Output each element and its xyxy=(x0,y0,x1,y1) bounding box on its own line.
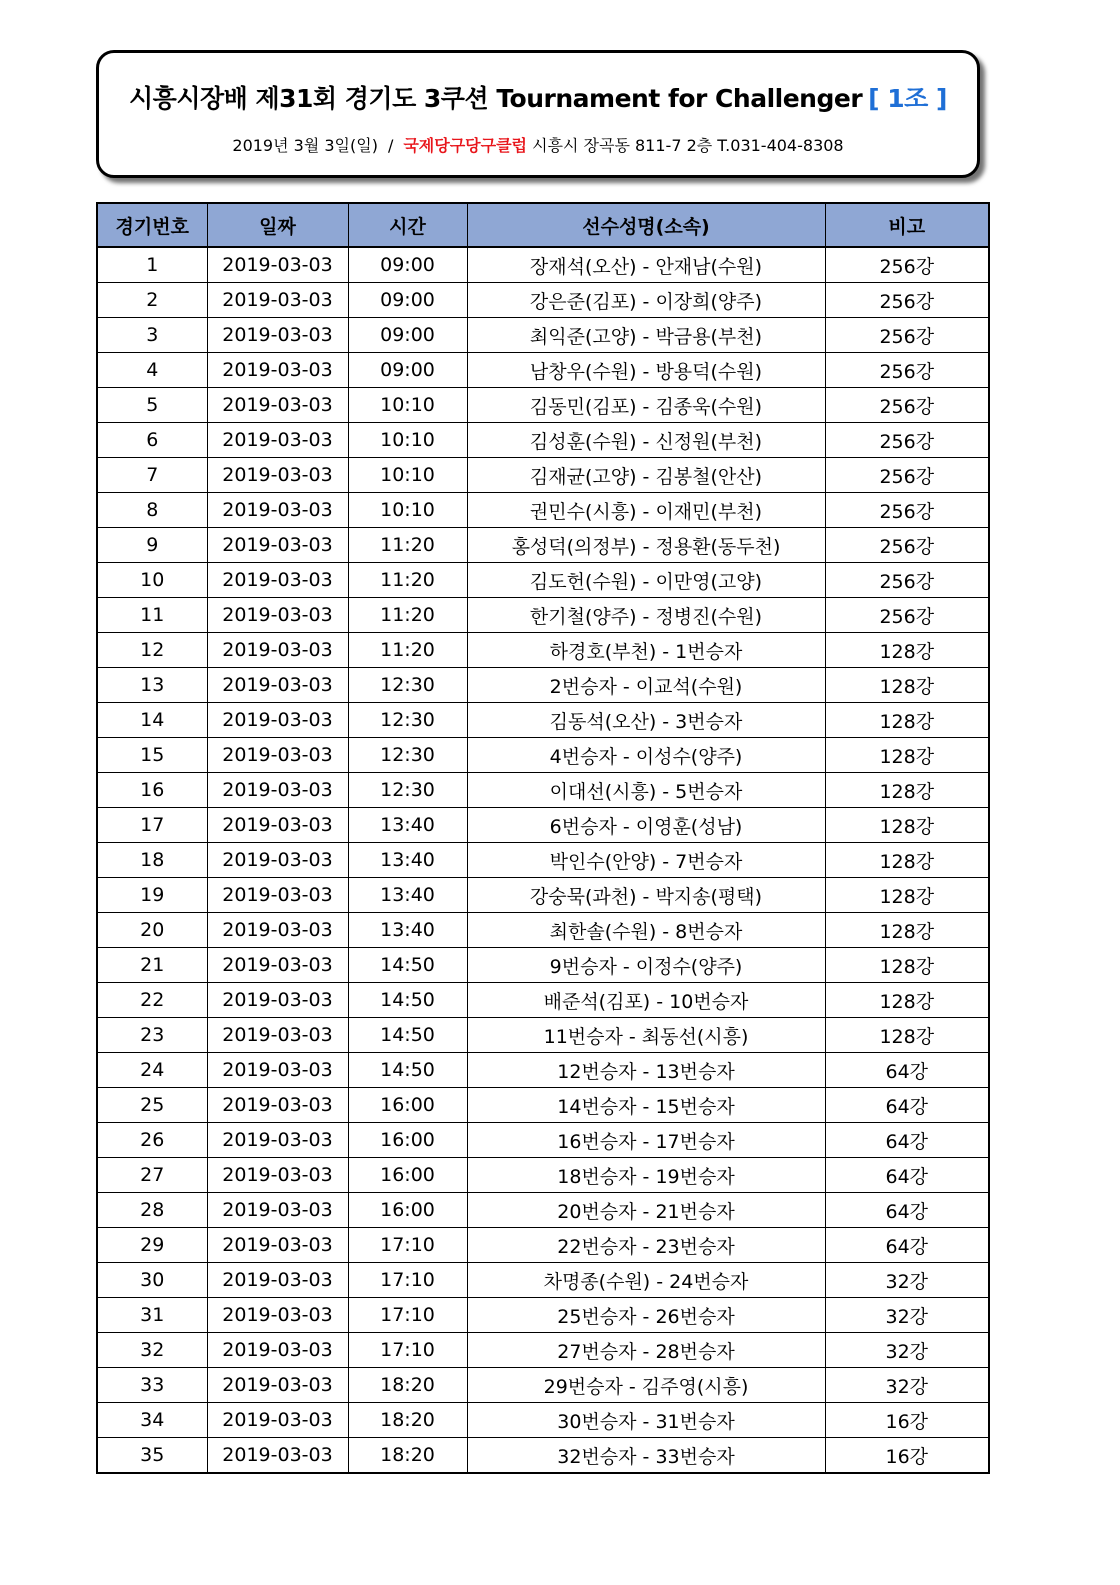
time-cell: 13:40 xyxy=(348,878,467,913)
match-number-cell: 8 xyxy=(97,493,207,528)
date-cell: 2019-03-03 xyxy=(207,1298,348,1333)
date-cell: 2019-03-03 xyxy=(207,388,348,423)
time-cell: 12:30 xyxy=(348,703,467,738)
time-cell: 18:20 xyxy=(348,1438,467,1474)
column-header-note: 비고 xyxy=(825,203,989,247)
table-row xyxy=(97,1438,989,1474)
time-cell: 10:10 xyxy=(348,388,467,423)
time-cell: 14:50 xyxy=(348,983,467,1018)
table-row xyxy=(97,1158,989,1193)
match-number-cell: 35 xyxy=(97,1438,207,1474)
players-cell: 차명종(수원) - 24번승자 xyxy=(467,1263,825,1298)
time-cell: 18:20 xyxy=(348,1403,467,1438)
round-cell: 256강 xyxy=(825,388,989,423)
date-cell: 2019-03-03 xyxy=(207,738,348,773)
round-cell: 256강 xyxy=(825,528,989,563)
time-cell: 09:00 xyxy=(348,247,467,283)
match-number-cell: 19 xyxy=(97,878,207,913)
date-cell: 2019-03-03 xyxy=(207,1263,348,1298)
table-row xyxy=(97,1228,989,1263)
players-cell: 강숭묵(과천) - 박지송(평택) xyxy=(467,878,825,913)
date-cell: 2019-03-03 xyxy=(207,247,348,283)
round-cell: 16강 xyxy=(825,1438,989,1474)
round-cell: 128강 xyxy=(825,878,989,913)
round-cell: 128강 xyxy=(825,843,989,878)
table-row xyxy=(97,423,989,458)
players-cell: 22번승자 - 23번승자 xyxy=(467,1228,825,1263)
round-cell: 256강 xyxy=(825,493,989,528)
players-cell: 11번승자 - 최동선(시흥) xyxy=(467,1018,825,1053)
players-cell: 32번승자 - 33번승자 xyxy=(467,1438,825,1474)
match-number-cell: 34 xyxy=(97,1403,207,1438)
time-cell: 13:40 xyxy=(348,913,467,948)
round-cell: 128강 xyxy=(825,948,989,983)
date-cell: 2019-03-03 xyxy=(207,1228,348,1263)
date-cell: 2019-03-03 xyxy=(207,1123,348,1158)
match-number-cell: 22 xyxy=(97,983,207,1018)
header-row xyxy=(97,203,989,247)
round-cell: 128강 xyxy=(825,1018,989,1053)
players-cell: 18번승자 - 19번승자 xyxy=(467,1158,825,1193)
date-cell: 2019-03-03 xyxy=(207,423,348,458)
date-cell: 2019-03-03 xyxy=(207,1053,348,1088)
players-cell: 강은준(김포) - 이장희(양주) xyxy=(467,283,825,318)
table-row xyxy=(97,283,989,318)
match-number-cell: 20 xyxy=(97,913,207,948)
table-row xyxy=(97,353,989,388)
players-cell: 김성훈(수원) - 신정원(부천) xyxy=(467,423,825,458)
match-number-cell: 31 xyxy=(97,1298,207,1333)
players-cell: 김재균(고양) - 김봉철(안산) xyxy=(467,458,825,493)
table-row xyxy=(97,948,989,983)
match-number-cell: 5 xyxy=(97,388,207,423)
date-cell: 2019-03-03 xyxy=(207,598,348,633)
time-cell: 11:20 xyxy=(348,633,467,668)
time-cell: 09:00 xyxy=(348,318,467,353)
time-cell: 13:40 xyxy=(348,808,467,843)
players-cell: 김도헌(수원) - 이만영(고양) xyxy=(467,563,825,598)
column-header-time: 시간 xyxy=(348,203,467,247)
match-number-cell: 18 xyxy=(97,843,207,878)
table-row xyxy=(97,773,989,808)
players-cell: 한기철(양주) - 정병진(수원) xyxy=(467,598,825,633)
table-row xyxy=(97,1193,989,1228)
match-number-cell: 24 xyxy=(97,1053,207,1088)
table-row xyxy=(97,1403,989,1438)
date-cell: 2019-03-03 xyxy=(207,493,348,528)
match-number-cell: 17 xyxy=(97,808,207,843)
players-cell: 12번승자 - 13번승자 xyxy=(467,1053,825,1088)
date-cell: 2019-03-03 xyxy=(207,948,348,983)
time-cell: 10:10 xyxy=(348,458,467,493)
players-cell: 16번승자 - 17번승자 xyxy=(467,1123,825,1158)
players-cell: 14번승자 - 15번승자 xyxy=(467,1088,825,1123)
time-cell: 11:20 xyxy=(348,528,467,563)
time-cell: 18:20 xyxy=(348,1368,467,1403)
table-row xyxy=(97,1018,989,1053)
date-cell: 2019-03-03 xyxy=(207,1018,348,1053)
date-cell: 2019-03-03 xyxy=(207,1158,348,1193)
round-cell: 64강 xyxy=(825,1193,989,1228)
date-cell: 2019-03-03 xyxy=(207,808,348,843)
round-cell: 32강 xyxy=(825,1368,989,1403)
table-row xyxy=(97,843,989,878)
round-cell: 64강 xyxy=(825,1123,989,1158)
players-cell: 김동민(김포) - 김종욱(수원) xyxy=(467,388,825,423)
date-cell: 2019-03-03 xyxy=(207,1193,348,1228)
round-cell: 256강 xyxy=(825,563,989,598)
date-cell: 2019-03-03 xyxy=(207,983,348,1018)
round-cell: 256강 xyxy=(825,353,989,388)
event-info xyxy=(99,133,977,156)
round-cell: 256강 xyxy=(825,318,989,353)
match-number-cell: 14 xyxy=(97,703,207,738)
round-cell: 256강 xyxy=(825,598,989,633)
date-cell: 2019-03-03 xyxy=(207,703,348,738)
players-cell: 2번승자 - 이교석(수원) xyxy=(467,668,825,703)
players-cell: 최익준(고양) - 박금용(부천) xyxy=(467,318,825,353)
match-number-cell: 27 xyxy=(97,1158,207,1193)
table-row xyxy=(97,808,989,843)
match-number-cell: 30 xyxy=(97,1263,207,1298)
round-cell: 32강 xyxy=(825,1333,989,1368)
table-row xyxy=(97,528,989,563)
date-cell: 2019-03-03 xyxy=(207,913,348,948)
date-cell: 2019-03-03 xyxy=(207,318,348,353)
round-cell: 256강 xyxy=(825,283,989,318)
match-number-cell: 15 xyxy=(97,738,207,773)
match-number-cell: 13 xyxy=(97,668,207,703)
match-number-cell: 12 xyxy=(97,633,207,668)
date-cell: 2019-03-03 xyxy=(207,773,348,808)
round-cell: 128강 xyxy=(825,633,989,668)
players-cell: 배준석(김포) - 10번승자 xyxy=(467,983,825,1018)
players-cell: 하경호(부천) - 1번승자 xyxy=(467,633,825,668)
page-title xyxy=(99,79,977,115)
table-header xyxy=(97,203,989,247)
round-cell: 32강 xyxy=(825,1263,989,1298)
players-cell: 4번승자 - 이성수(양주) xyxy=(467,738,825,773)
date-cell: 2019-03-03 xyxy=(207,633,348,668)
date-cell: 2019-03-03 xyxy=(207,563,348,598)
date-cell: 2019-03-03 xyxy=(207,878,348,913)
match-number-cell: 7 xyxy=(97,458,207,493)
round-cell: 256강 xyxy=(825,423,989,458)
round-cell: 64강 xyxy=(825,1158,989,1193)
match-number-cell: 21 xyxy=(97,948,207,983)
table-row xyxy=(97,493,989,528)
title-box xyxy=(96,50,980,178)
time-cell: 17:10 xyxy=(348,1263,467,1298)
time-cell: 16:00 xyxy=(348,1193,467,1228)
players-cell: 최한솔(수원) - 8번승자 xyxy=(467,913,825,948)
match-number-cell: 29 xyxy=(97,1228,207,1263)
round-cell: 128강 xyxy=(825,773,989,808)
round-cell: 256강 xyxy=(825,458,989,493)
match-number-cell: 25 xyxy=(97,1088,207,1123)
time-cell: 16:00 xyxy=(348,1158,467,1193)
players-cell: 박인수(안양) - 7번승자 xyxy=(467,843,825,878)
time-cell: 11:20 xyxy=(348,598,467,633)
round-cell: 128강 xyxy=(825,913,989,948)
match-schedule-table xyxy=(96,202,990,1474)
time-cell: 12:30 xyxy=(348,773,467,808)
time-cell: 17:10 xyxy=(348,1298,467,1333)
title-text: 시흥시장배 제31회 경기도 3쿠션 Tournament for Challenger xyxy=(129,84,863,113)
date-cell: 2019-03-03 xyxy=(207,1333,348,1368)
event-date: 2019년 3월 3일(일) xyxy=(232,136,378,155)
match-number-cell: 6 xyxy=(97,423,207,458)
round-cell: 64강 xyxy=(825,1053,989,1088)
table-body xyxy=(97,247,989,1473)
players-cell: 남창우(수원) - 방용덕(수원) xyxy=(467,353,825,388)
players-cell: 9번승자 - 이정수(양주) xyxy=(467,948,825,983)
table-row xyxy=(97,563,989,598)
table-row xyxy=(97,1298,989,1333)
table-row xyxy=(97,1088,989,1123)
time-cell: 17:10 xyxy=(348,1333,467,1368)
table-row xyxy=(97,1123,989,1158)
column-header-match-no: 경기번호 xyxy=(97,203,207,247)
time-cell: 09:00 xyxy=(348,353,467,388)
players-cell: 30번승자 - 31번승자 xyxy=(467,1403,825,1438)
match-number-cell: 10 xyxy=(97,563,207,598)
table-row xyxy=(97,318,989,353)
players-cell: 25번승자 - 26번승자 xyxy=(467,1298,825,1333)
date-cell: 2019-03-03 xyxy=(207,353,348,388)
match-number-cell: 32 xyxy=(97,1333,207,1368)
match-number-cell: 1 xyxy=(97,247,207,283)
time-cell: 12:30 xyxy=(348,668,467,703)
table-row xyxy=(97,668,989,703)
players-cell: 29번승자 - 김주영(시흥) xyxy=(467,1368,825,1403)
table-row xyxy=(97,1368,989,1403)
date-cell: 2019-03-03 xyxy=(207,1403,348,1438)
match-number-cell: 3 xyxy=(97,318,207,353)
date-cell: 2019-03-03 xyxy=(207,283,348,318)
table-row xyxy=(97,247,989,283)
players-cell: 김동석(오산) - 3번승자 xyxy=(467,703,825,738)
players-cell: 20번승자 - 21번승자 xyxy=(467,1193,825,1228)
date-cell: 2019-03-03 xyxy=(207,528,348,563)
date-cell: 2019-03-03 xyxy=(207,1438,348,1474)
info-separator: / xyxy=(387,136,394,155)
table-row xyxy=(97,633,989,668)
match-number-cell: 9 xyxy=(97,528,207,563)
time-cell: 16:00 xyxy=(348,1088,467,1123)
table-row xyxy=(97,1053,989,1088)
time-cell: 16:00 xyxy=(348,1123,467,1158)
table-row xyxy=(97,983,989,1018)
round-cell: 64강 xyxy=(825,1088,989,1123)
match-number-cell: 11 xyxy=(97,598,207,633)
time-cell: 10:10 xyxy=(348,493,467,528)
players-cell: 27번승자 - 28번승자 xyxy=(467,1333,825,1368)
round-cell: 128강 xyxy=(825,738,989,773)
table-row xyxy=(97,878,989,913)
column-header-date: 일짜 xyxy=(207,203,348,247)
table-row xyxy=(97,1263,989,1298)
match-number-cell: 28 xyxy=(97,1193,207,1228)
time-cell: 14:50 xyxy=(348,948,467,983)
match-number-cell: 16 xyxy=(97,773,207,808)
players-cell: 홍성덕(의정부) - 정용환(동두천) xyxy=(467,528,825,563)
players-cell: 6번승자 - 이영훈(성남) xyxy=(467,808,825,843)
match-number-cell: 2 xyxy=(97,283,207,318)
date-cell: 2019-03-03 xyxy=(207,668,348,703)
table-row xyxy=(97,738,989,773)
round-cell: 256강 xyxy=(825,247,989,283)
players-cell: 권민수(시흥) - 이재민(부천) xyxy=(467,493,825,528)
date-cell: 2019-03-03 xyxy=(207,1088,348,1123)
group-label: [ 1조 ] xyxy=(868,84,947,113)
time-cell: 14:50 xyxy=(348,1018,467,1053)
round-cell: 16강 xyxy=(825,1403,989,1438)
time-cell: 12:30 xyxy=(348,738,467,773)
time-cell: 11:20 xyxy=(348,563,467,598)
players-cell: 장재석(오산) - 안재남(수원) xyxy=(467,247,825,283)
players-cell: 이대선(시흥) - 5번승자 xyxy=(467,773,825,808)
date-cell: 2019-03-03 xyxy=(207,458,348,493)
round-cell: 128강 xyxy=(825,703,989,738)
round-cell: 128강 xyxy=(825,668,989,703)
round-cell: 128강 xyxy=(825,983,989,1018)
match-number-cell: 33 xyxy=(97,1368,207,1403)
date-cell: 2019-03-03 xyxy=(207,1368,348,1403)
match-number-cell: 26 xyxy=(97,1123,207,1158)
column-header-players: 선수성명(소속) xyxy=(467,203,825,247)
round-cell: 64강 xyxy=(825,1228,989,1263)
time-cell: 14:50 xyxy=(348,1053,467,1088)
club-address: 시흥시 장곡동 811-7 2층 T.031-404-8308 xyxy=(532,136,844,155)
time-cell: 10:10 xyxy=(348,423,467,458)
table-row xyxy=(97,388,989,423)
club-name: 국제당구당구클럽 xyxy=(403,136,527,155)
table-row xyxy=(97,1333,989,1368)
round-cell: 128강 xyxy=(825,808,989,843)
match-number-cell: 23 xyxy=(97,1018,207,1053)
date-cell: 2019-03-03 xyxy=(207,843,348,878)
table-row xyxy=(97,913,989,948)
round-cell: 32강 xyxy=(825,1298,989,1333)
table-row xyxy=(97,598,989,633)
time-cell: 13:40 xyxy=(348,843,467,878)
time-cell: 09:00 xyxy=(348,283,467,318)
match-number-cell: 4 xyxy=(97,353,207,388)
time-cell: 17:10 xyxy=(348,1228,467,1263)
table-row xyxy=(97,458,989,493)
table-row xyxy=(97,703,989,738)
